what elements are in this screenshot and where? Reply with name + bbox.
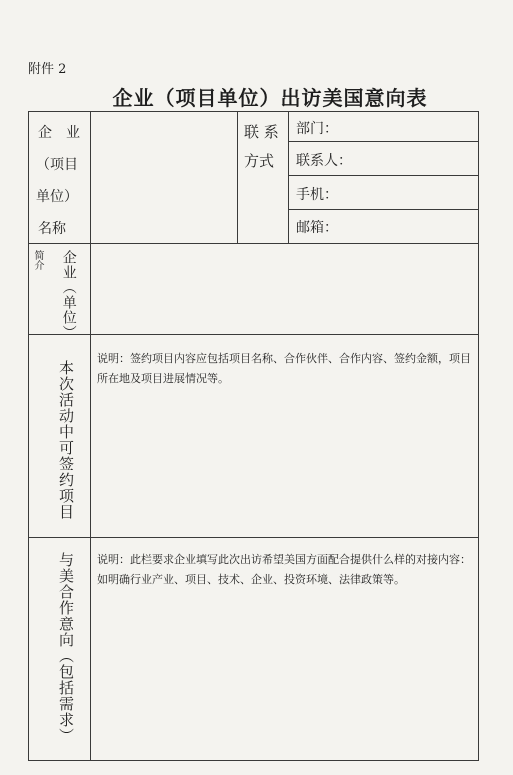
company-name-input[interactable] bbox=[91, 112, 237, 243]
cooperation-intent-label: 与美合作意向（包括需求） bbox=[57, 552, 75, 744]
contact-label-divider-right bbox=[288, 111, 289, 243]
department-field[interactable]: 部门： bbox=[296, 121, 338, 137]
signable-projects-note: 说明：签约项目内容应包括项目名称、合作伙伴、合作内容、签约金额，项目所在地及项目进展情况等。 bbox=[97, 352, 471, 385]
email-field[interactable]: 邮箱： bbox=[296, 220, 338, 236]
cooperation-intent-input[interactable] bbox=[91, 610, 478, 760]
cooperation-intent-note: 说明：此栏要求企业填写此次出访希望美国方面配合提供什么样的对接内容：如明确行业产业、项目、技术、企业、投资环境、法律政策等。 bbox=[97, 553, 471, 586]
row-divider-projects bbox=[28, 537, 479, 538]
attachment-label: 附件 2 bbox=[28, 62, 67, 77]
phone-field[interactable]: 手机： bbox=[296, 187, 338, 203]
company-name-label-4: 名称 bbox=[38, 221, 66, 237]
signable-projects-label: 本次活动中可签约项目 bbox=[57, 360, 75, 520]
contact-person-field[interactable]: 联系人： bbox=[296, 153, 352, 169]
table-bottom-border bbox=[28, 760, 479, 761]
contact-divider-2 bbox=[288, 175, 478, 176]
contact-label-2: 方式 bbox=[244, 152, 275, 170]
contact-divider-1 bbox=[288, 141, 478, 142]
contact-divider-3 bbox=[288, 209, 478, 210]
company-intro-input[interactable] bbox=[91, 244, 478, 334]
row-divider-intro bbox=[28, 334, 479, 335]
intro-label-small: 简介 bbox=[32, 250, 43, 270]
company-name-label-1: 企 业 bbox=[38, 125, 80, 141]
signable-projects-input[interactable] bbox=[91, 400, 478, 536]
form-title: 企业（项目单位）出访美国意向表 bbox=[112, 86, 428, 110]
intro-label-main: 企业（单位） bbox=[60, 250, 77, 340]
company-name-label-2: （项目 bbox=[36, 157, 78, 173]
table-right-border bbox=[478, 111, 479, 761]
table-left-border bbox=[28, 111, 29, 761]
contact-label-1: 联 系 bbox=[244, 123, 279, 141]
contact-label-divider-left bbox=[237, 111, 238, 243]
company-name-label-3: 单位） bbox=[36, 189, 78, 205]
